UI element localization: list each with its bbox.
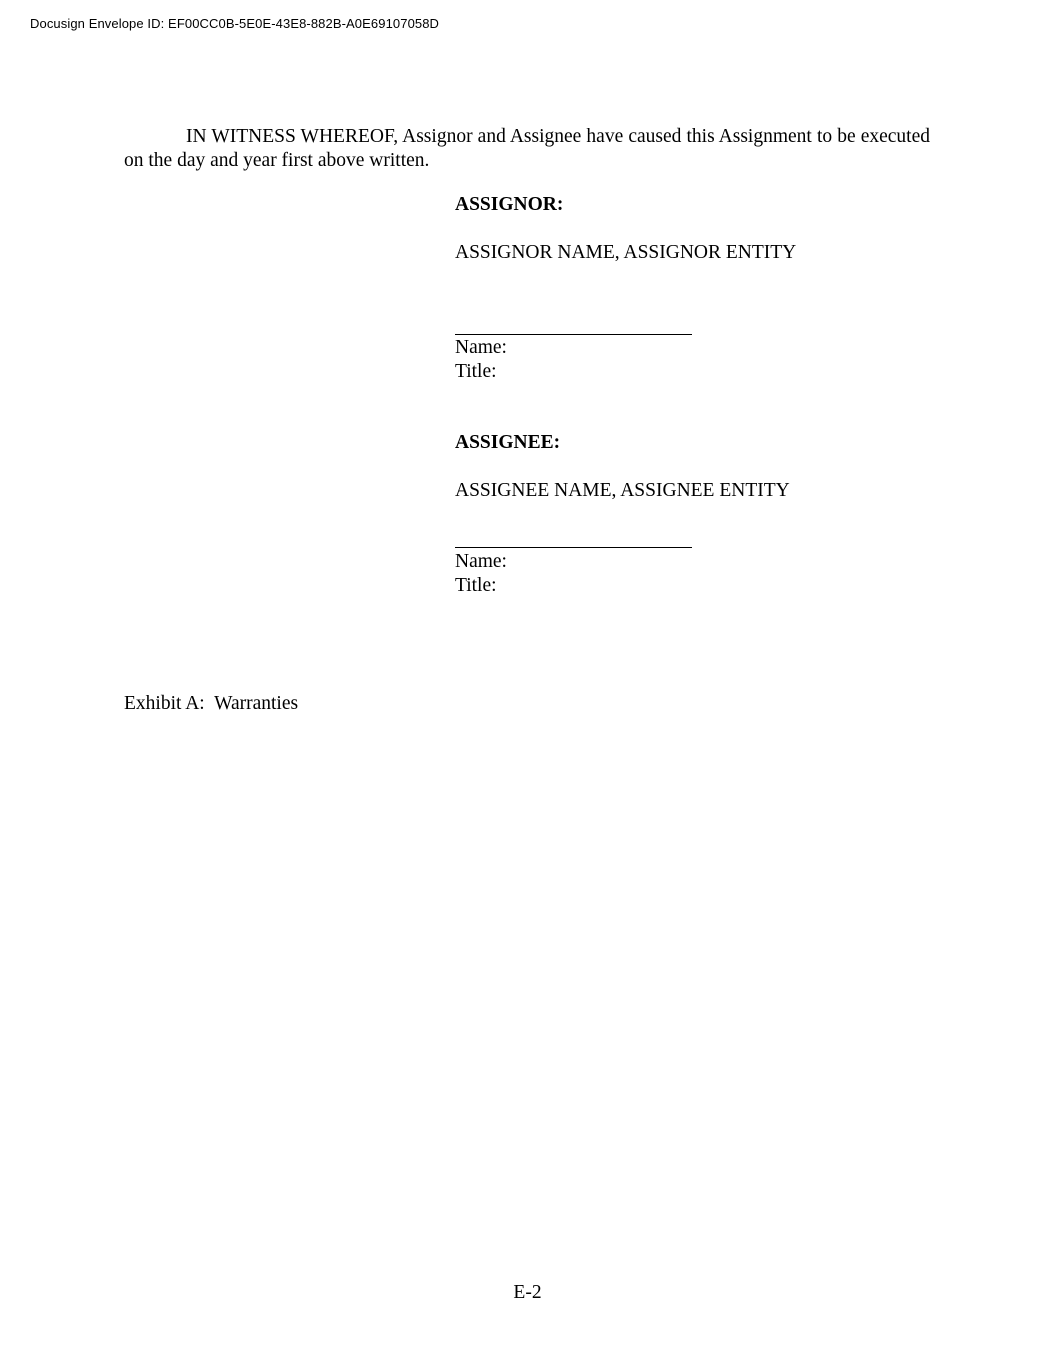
page-number: E-2 <box>513 1282 542 1303</box>
assignor-entity: ASSIGNOR NAME, ASSIGNOR ENTITY <box>455 242 797 263</box>
assignor-signature-line <box>455 334 692 335</box>
assignee-entity: ASSIGNEE NAME, ASSIGNEE ENTITY <box>455 480 790 501</box>
assignor-title-label: Title: <box>455 361 497 382</box>
assignee-heading: ASSIGNEE: <box>455 432 561 453</box>
assignor-heading: ASSIGNOR: <box>455 194 564 215</box>
docusign-envelope-id: Docusign Envelope ID: EF00CC0B-5E0E-43E8-882B-A0E69107058D <box>30 16 440 31</box>
witness-paragraph <box>124 125 930 173</box>
exhibit-reference: Exhibit A: Warranties <box>124 693 299 714</box>
assignee-name-label: Name: <box>455 551 507 572</box>
assignee-signature-line <box>455 547 692 548</box>
assignee-title-label: Title: <box>455 575 497 596</box>
assignor-name-label: Name: <box>455 337 507 358</box>
witness-text: IN WITNESS WHEREOF, Assignor and Assignee have caused this Assignment to be executed on the day and year first above written. <box>124 126 930 171</box>
